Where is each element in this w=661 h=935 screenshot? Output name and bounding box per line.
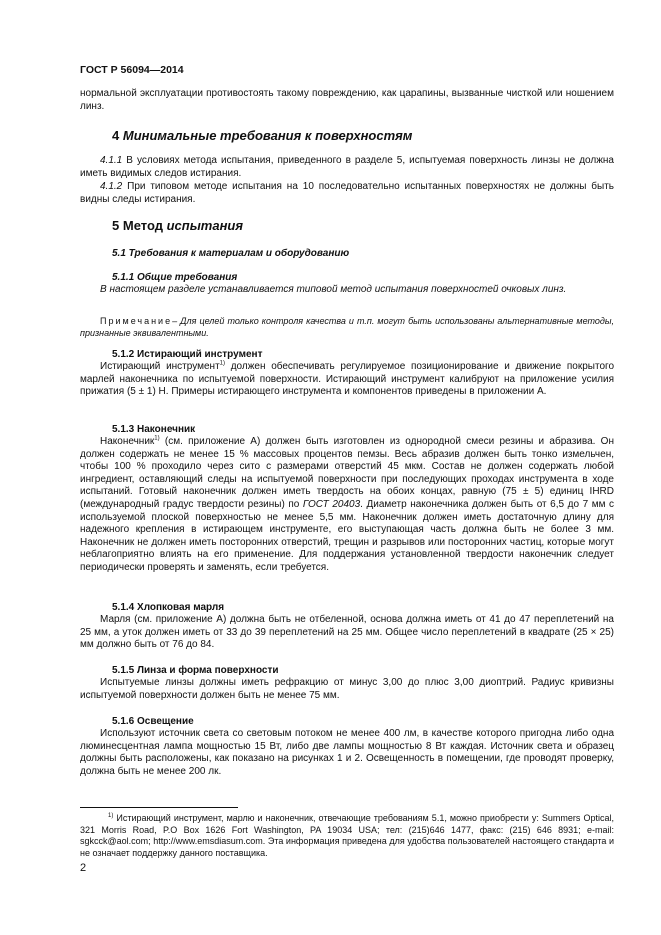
section-4-heading (112, 128, 412, 143)
subsection-5-1-3-heading: 5.1.3 Наконечник (112, 424, 196, 435)
section-4-number: 4 (112, 128, 120, 143)
page-number: 2 (80, 862, 87, 874)
section-5-title-a: Метод (122, 218, 163, 233)
footnote-ref: 1) (219, 360, 225, 367)
clause-4-1-2-text: При типовом методе испытания на 10 последовательно испытанных поверхностях не должны быть видны следы истирания. (80, 181, 614, 205)
subsection-5-1-3-text (80, 436, 614, 575)
subsection-5-1-1-heading: 5.1.1 Общие требования (112, 272, 238, 283)
s513-text-b: (см. приложение А) должен быть изготовлен из однородной смеси резины и абразива. Он должен содержать не менее 15 % массовых процентов пемзы. Весь абразив должен быть тонко измельчен, чтобы 100 % проходило через сито с размерами отверстий 45 мкм. Состав не должен содержать любой ингредиент, оставляющий следы на испытуемой поверхности при последующих проходах инструмента в ходе испытаний. Готовый наконечник должен иметь твердость на обоих концах, равную (75 ± 5) единиц IHRD (международный градус твердости резины) по (80, 436, 614, 510)
subsection-5-1-2-text (80, 361, 614, 399)
clause-4-1-1-text: В условиях метода испытания, приведенного в разделе 5, испытуемая поверхность линзы не должна иметь видимых следов истирания. (80, 155, 614, 179)
subsection-5-1-4-text: Марля (см. приложение А) должна быть не отбеленной, основа должна иметь от 41 до 47 переплетений на 25 мм, а уток должен иметь от 33 до 39 переплетений на 25 мм. Общее число переплетений в квадрате (25 × 25) мм должно быть от 76 до 84. (80, 614, 614, 651)
s513-text-c: . Диаметр наконечника должен быть от 6,5 до 7 мм с используемой плоской поверхностью не менее 5,5 мм. Наконечник должен иметь достаточную длину для надежного крепления в истирающем инструменте, его выступающая часть должна быть не более 3 мм. Наконечник не должен иметь посторонних отверстий, трещин и разрывов или посторонних частиц, которые могут неблагоприятно влиять на его применение. Для поддержания установленной твердости наконечник следует периодически проверять и заменять, если требуется. (80, 498, 614, 573)
intro-paragraph: нормальной эксплуатации противостоять такому повреждению, как царапины, вызванные чисткой или ношением линз. (80, 88, 614, 112)
subsection-5-1-6-text: Используют источник света со световым потоком не менее 400 лм, в качестве которого пригодна либо одна люминесцентная лампа мощностью 15 Вт, либо две лампы мощностью 8 Вт каждая. Источник света и образец должны быть расположены, как показано на рисунках 1 и 2. Освещенность в помещении, где проводят проверку, должна быть не менее 200 лк. (80, 728, 614, 777)
note-label: Примечание (100, 316, 173, 326)
s512-text-a: Истирающий инструмент (100, 361, 220, 372)
gost-reference: ГОСТ 20403 (302, 498, 361, 510)
subsection-5-1-2-heading: 5.1.2 Истирающий инструмент (112, 349, 263, 360)
section-5-title-b: испытания (162, 218, 244, 233)
subsection-5-1-1-text: В настоящем разделе устанавливается типовой метод испытания поверхностей очковых линз. (100, 284, 567, 295)
footnote-marker: 1) (108, 813, 114, 819)
section-5-heading (112, 218, 243, 233)
subsection-5-1-5-heading: 5.1.5 Линза и форма поверхности (112, 665, 279, 676)
footnote-text: Истирающий инструмент, марлю и наконечник, отвечающие требованиям 5.1, можно приобрести у: Summers Optical, 321 Morris Road, P.O Box 1626 Fort Washington, PA 19034 USA; тел: (215)646 1477, факс: (215) 646 8931; e-mail: sgkcck@aol.com; http://www.emsdiasum.com. Эта информация приведена для удобства пользователей настоящего стандарта и не означает поддержку данного поставщика. (80, 813, 614, 858)
footnote (80, 813, 614, 859)
section-5-number: 5 (112, 218, 120, 233)
subsection-5-1-4-heading: 5.1.4 Хлопковая марля (112, 602, 225, 613)
subsection-5-1-heading: 5.1 Требования к материалам и оборудованию (112, 248, 350, 259)
s512-text-b: должен обеспечивать регулируемое позиционирование и движение покрытого марлей наконечника по испытуемой поверхности. Истирающий инструмент калибруют на приложение усилия прижатия (5 ± 1) Н. Примеры истирающего инструмента и компонентов приведены в приложении А. (80, 361, 615, 398)
note (80, 316, 614, 339)
clause-4-1-1 (80, 155, 614, 180)
section-4-title: Минимальные требования к поверхностям (122, 128, 413, 143)
document-header: ГОСТ Р 56094—2014 (80, 64, 184, 76)
footnote-separator (80, 807, 238, 808)
note-text: – Для целей только контроля качества и т.п. могут быть использованы альтернативные методы, признанные эквивалентными. (80, 316, 614, 338)
clause-4-1-1-number: 4.1.1 (100, 155, 123, 166)
subsection-5-1-5-text: Испытуемые линзы должны иметь рефракцию от минус 3,00 до плюс 3,00 диоптрий. Радиус кривизны испытуемой поверхности должен быть не менее 75 мм. (80, 677, 614, 701)
s513-text-a: Наконечник (100, 436, 155, 447)
footnote-ref: 1) (154, 435, 160, 442)
clause-4-1-2 (80, 181, 614, 206)
subsection-5-1-6-heading: 5.1.6 Освещение (112, 716, 194, 727)
clause-4-1-2-number: 4.1.2 (100, 181, 123, 192)
